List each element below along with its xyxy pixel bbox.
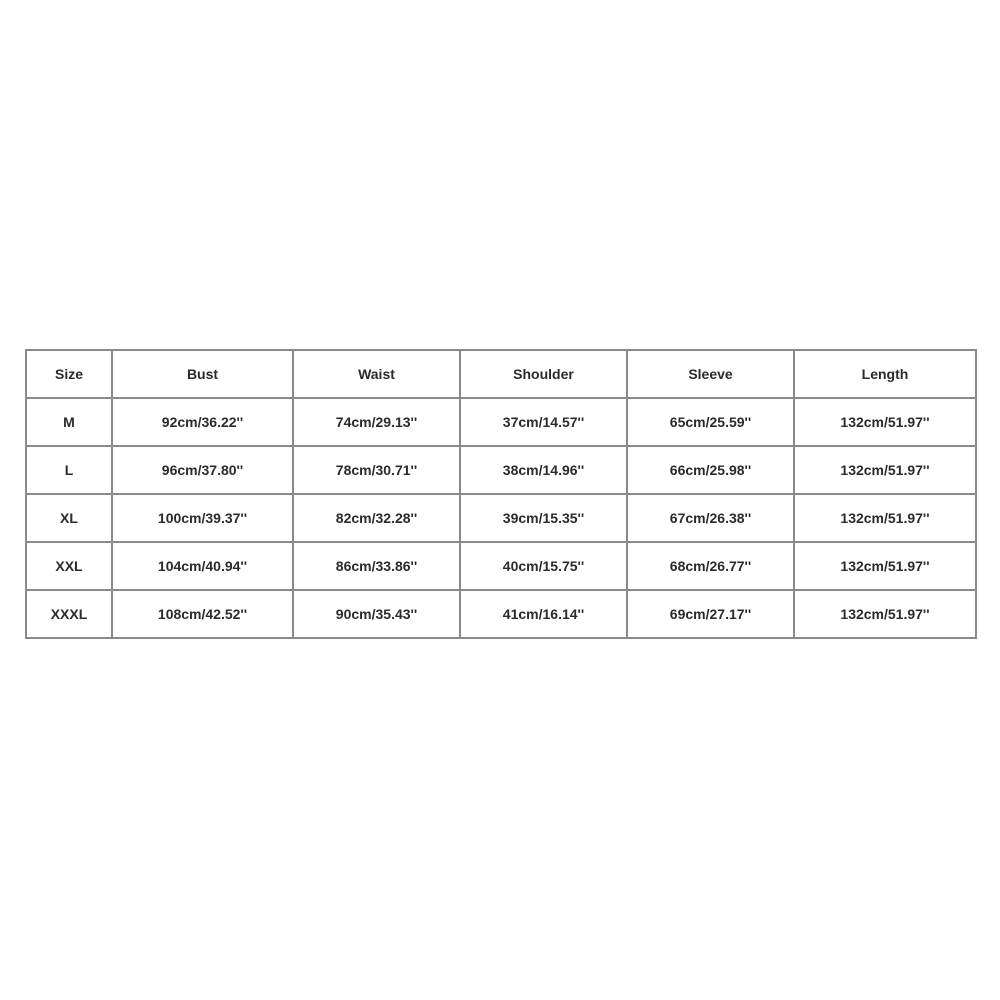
header-sleeve: Sleeve — [627, 350, 794, 398]
size-cell: L — [26, 446, 112, 494]
header-waist: Waist — [293, 350, 460, 398]
size-cell: XXL — [26, 542, 112, 590]
bust-cell: 108cm/42.52'' — [112, 590, 293, 638]
shoulder-cell: 37cm/14.57'' — [460, 398, 627, 446]
length-cell: 132cm/51.97'' — [794, 446, 976, 494]
waist-cell: 78cm/30.71'' — [293, 446, 460, 494]
table-row — [26, 590, 976, 638]
sleeve-cell: 69cm/27.17'' — [627, 590, 794, 638]
waist-cell: 82cm/32.28'' — [293, 494, 460, 542]
bust-cell: 96cm/37.80'' — [112, 446, 293, 494]
size-cell: M — [26, 398, 112, 446]
length-cell: 132cm/51.97'' — [794, 590, 976, 638]
length-cell: 132cm/51.97'' — [794, 542, 976, 590]
shoulder-cell: 39cm/15.35'' — [460, 494, 627, 542]
waist-cell: 90cm/35.43'' — [293, 590, 460, 638]
header-size: Size — [26, 350, 112, 398]
header-row — [26, 350, 976, 398]
length-cell: 132cm/51.97'' — [794, 494, 976, 542]
sleeve-cell: 66cm/25.98'' — [627, 446, 794, 494]
size-cell: XXXL — [26, 590, 112, 638]
table-row — [26, 542, 976, 590]
waist-cell: 74cm/29.13'' — [293, 398, 460, 446]
shoulder-cell: 38cm/14.96'' — [460, 446, 627, 494]
sleeve-cell: 67cm/26.38'' — [627, 494, 794, 542]
bust-cell: 92cm/36.22'' — [112, 398, 293, 446]
header-length: Length — [794, 350, 976, 398]
bust-cell: 100cm/39.37'' — [112, 494, 293, 542]
sleeve-cell: 65cm/25.59'' — [627, 398, 794, 446]
size-cell: XL — [26, 494, 112, 542]
table-row — [26, 446, 976, 494]
table-row — [26, 398, 976, 446]
size-chart-table — [25, 349, 977, 639]
length-cell: 132cm/51.97'' — [794, 398, 976, 446]
header-shoulder: Shoulder — [460, 350, 627, 398]
shoulder-cell: 40cm/15.75'' — [460, 542, 627, 590]
header-bust: Bust — [112, 350, 293, 398]
sleeve-cell: 68cm/26.77'' — [627, 542, 794, 590]
table-row — [26, 494, 976, 542]
bust-cell: 104cm/40.94'' — [112, 542, 293, 590]
waist-cell: 86cm/33.86'' — [293, 542, 460, 590]
shoulder-cell: 41cm/16.14'' — [460, 590, 627, 638]
